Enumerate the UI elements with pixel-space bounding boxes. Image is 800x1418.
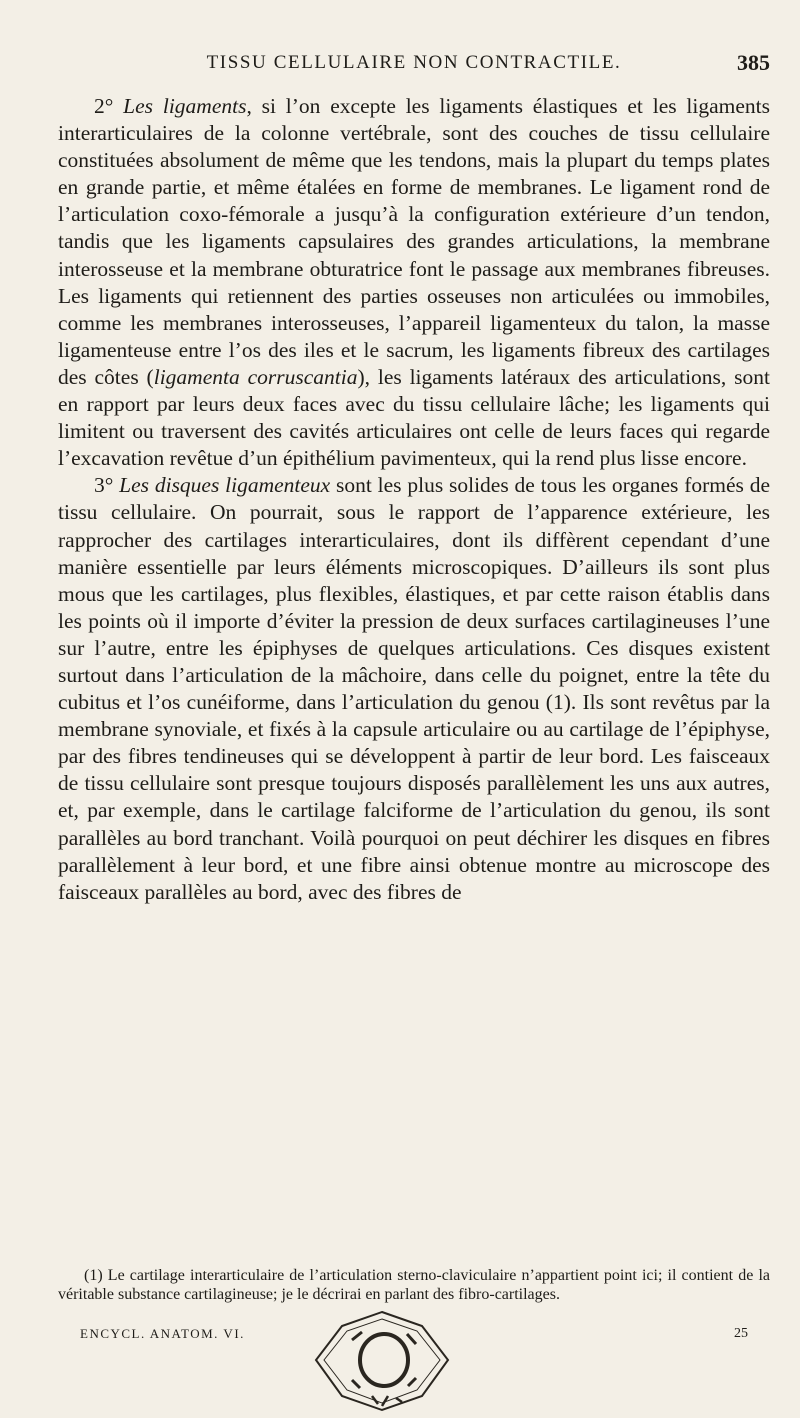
page-number: 385	[737, 50, 770, 75]
paragraph-number: 2°	[94, 94, 114, 118]
running-header	[58, 50, 770, 80]
footnote-text: (1) Le cartilage interarticulaire de l’articulation sterno-claviculaire n’appartient point ici; il contient de la véritable substance cartilagineuse; je le décrirai en parlant des fibro-cartilages.	[58, 1267, 770, 1303]
paragraph-text-continued: ), les ligaments latéraux des articulations, sont en rapport par leurs deux faces avec du tissu cellulaire lâche; les ligaments qui limitent ou traversent des cavités articulaires ont celle de leurs faces qui regarde l’excavation revêtue d’un épithélium pavimenteux, qui la rend plus lisse encore.	[58, 364, 770, 471]
paragraph-text: , si l’on excepte les ligaments élastiques et les ligaments interarticulaires de la colonne vertébrale, sont des couches de tissu cellulaire constituées absolument de même que les tendons, mais la plupart du temps plates en grande partie, et même étalées en forme de membranes. Le ligament rond de l’articulation coxo-fémorale a jusqu’à la configuration extérieure d’un tendon, tandis que les ligaments capsulaires des grandes articulations, la membrane interosseuse et la membrane obturatrice font le passage aux membranes fibreuses. Les ligaments qui retiennent des parties osseuses non articulées ou immobiles, comme les membranes interosseuses, l’appareil ligamenteux du talon, la masse ligamenteuse entre l’os des iles et le sacrum, les ligaments fibreux des cartilages des côtes (	[58, 94, 771, 389]
section-term: Les ligaments	[123, 94, 247, 118]
paragraph-disques	[58, 472, 770, 906]
signature-mark: ENCYCL. ANATOM. VI.	[80, 1326, 245, 1341]
section-term: Les disques ligamenteux	[119, 473, 331, 498]
footnote	[58, 1266, 770, 1304]
body-text	[58, 93, 770, 906]
paragraph-ligaments	[58, 93, 770, 472]
latin-term: ligamenta corruscantia	[153, 364, 358, 389]
paragraph-number: 3°	[94, 473, 114, 498]
paragraph-text: sont les plus solides de tous les organes formés de tissu cellulaire. On pourrait, sous le rapport de l’apparence extérieure, les rapprocher des cartilages interarticulaires, dont ils diffèrent cependant d’une manière essentielle par leurs éléments microscopiques. D’ailleurs ils sont plus mous que les cartilages, plus flexibles, élastiques, et par cette raison établis dans les points où il importe d’éviter la pression de deux surfaces cartilagineuses l’une sur l’autre, entre les épiphyses de quelques articulations. Ces disques existent surtout dans l’articulation de la mâchoire, dans celle du poignet, entre la tête du cubitus et l’os cunéiforme, dans l’articulation du genou (1). Ils sont revêtus par la membrane synoviale, et fixés à la capsule articulaire ou au cartilage de l’épiphyse, par des fibres tendineuses qui se développent à partir de leur bord. Les faisceaux de tissu cellulaire sont presque toujours disposés parallèlement les uns aux autres, et, par exemple, dans le cartilage falciforme de l’articulation du genou, ils sont parallèles au bord tranchant. Voilà pourquoi on peut déchirer les disques en fibres parallèlement à leur bord, et une fibre ainsi obtenue montre au microscope des faisceaux parallèles au bord, avec des fibres de	[58, 473, 770, 904]
running-title: TISSU CELLULAIRE NON CONTRACTILE.	[206, 52, 622, 73]
sheet-number: 25	[734, 1326, 748, 1341]
library-stamp	[312, 1310, 452, 1412]
